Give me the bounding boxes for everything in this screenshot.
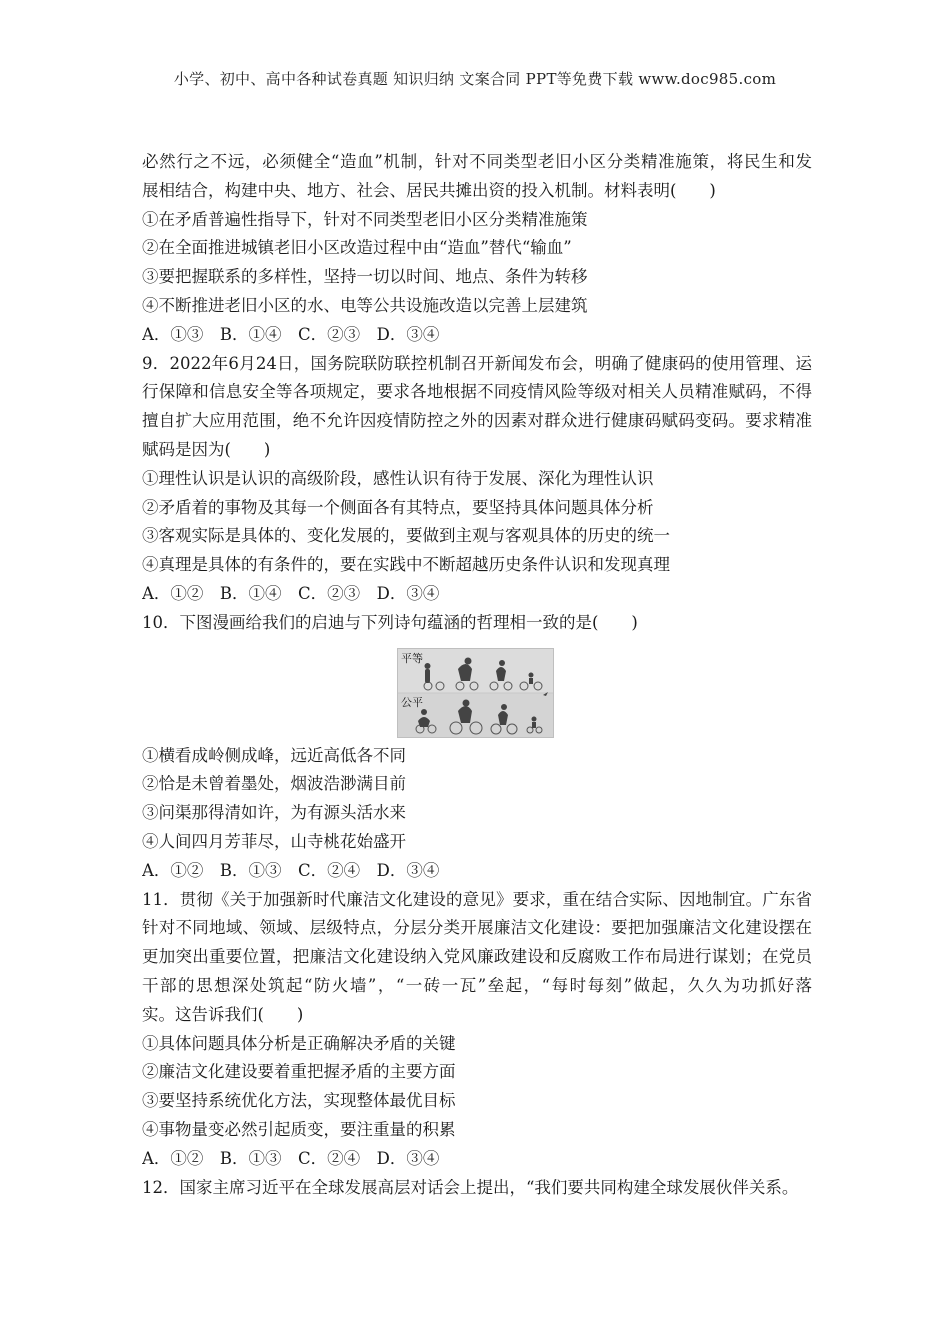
question-text-line: 实。这告诉我们( ): [142, 1004, 304, 1024]
question-10: [142, 609, 812, 886]
question-9: [142, 350, 812, 609]
question-11: [142, 886, 812, 1174]
cartoon-figure-area: [142, 648, 812, 736]
option-line: ③要坚持系统优化方法，实现整体最优目标: [142, 1091, 456, 1111]
question-text-line: 10．下图漫画给我们的启迪与下列诗句蕴涵的哲理相一致的是( ): [142, 612, 638, 632]
question-12: [142, 1174, 812, 1203]
option-line: ③要把握联系的多样性，坚持一切以时间、地点、条件为转移: [142, 267, 588, 287]
cartoon-label-fairness: 公平: [401, 695, 423, 709]
question-text-line: 必然行之不远，必须健全“造血”机制，针对不同类型老旧小区分类精准施策，将民生和发: [142, 152, 812, 171]
question-text-line: 擅自扩大应用范围，绝不允许因疫情防控之外的因素对群众进行健康码赋码变码。要求精准: [142, 411, 812, 431]
option-line: ②恰是未曾着墨处，烟波浩渺满目前: [142, 774, 406, 794]
question-text-line: 11．贯彻《关于加强新时代廉洁文化建设的意见》要求，重在结合实际、因地制宜。广东省: [142, 889, 812, 909]
option-line: ④不断推进老旧小区的水、电等公共设施改造以完善上层建筑: [142, 295, 588, 315]
question-text-line: 9．2022年6月24日，国务院联防联控机制召开新闻发布会，明确了健康码的使用管理、运: [142, 353, 812, 373]
cartoon-label-equality: 平等: [401, 651, 423, 665]
document-body: [142, 148, 812, 1202]
question-text-line: 干部的思想深处筑起“防火墙”，“一砖一瓦”垒起，“每时每刻”做起，久久为功抓好落: [142, 975, 812, 995]
question-8-continued: [142, 148, 812, 350]
option-line: ②在全面推进城镇老旧小区改造过程中由“造血”替代“输血”: [142, 238, 572, 258]
option-line: ③客观实际是具体的、变化发展的，要做到主观与客观具体的历史的统一: [142, 526, 670, 546]
question-text-line: 针对不同地域、领域、层级特点，分层分类开展廉洁文化建设：要把加强廉洁文化建设摆在: [142, 918, 812, 938]
answer-choices: A．①② B．①③ C．②④ D．③④: [142, 1148, 440, 1168]
option-line: ①具体问题具体分析是正确解决矛盾的关键: [142, 1033, 456, 1053]
equality-fairness-cartoon: [397, 648, 554, 738]
option-line: ④事物量变必然引起质变，要注重量的积累: [142, 1119, 456, 1139]
question-text-line: 12．国家主席习近平在全球发展高层对话会上提出，“我们要共同构建全球发展伙伴关系。: [142, 1177, 799, 1197]
question-text-line: 展相结合，构建中央、地方、社会、居民共摊出资的投入机制。材料表明( ): [142, 180, 716, 200]
option-line: ④真理是具体的有条件的，要在实践中不断超越历史条件认识和发现真理: [142, 555, 670, 575]
option-line: ④人间四月芳菲尽，山寺桃花始盛开: [142, 831, 406, 851]
page-header: 小学、初中、高中各种试卷真题 知识归纳 文案合同 PPT等免费下载 www.doc985.com: [173, 70, 777, 88]
option-line: ①理性认识是认识的高级阶段，感性认识有待于发展、深化为理性认识: [142, 468, 654, 488]
answer-choices: A．①③ B．①④ C．②③ D．③④: [142, 324, 440, 344]
option-line: ③问渠那得清如许，为有源头活水来: [142, 803, 406, 823]
answer-choices: A．①② B．①③ C．②④ D．③④: [142, 860, 440, 880]
answer-choices: A．①② B．①④ C．②③ D．③④: [142, 583, 440, 603]
option-line: ①在矛盾普遍性指导下，针对不同类型老旧小区分类精准施策: [142, 209, 588, 229]
option-line: ②廉洁文化建设要着重把握矛盾的主要方面: [142, 1062, 456, 1082]
option-line: ②矛盾着的事物及其每一个侧面各有其特点，要坚持具体问题具体分析: [142, 497, 654, 517]
question-text-line: 更加突出重要位置，把廉洁文化建设纳入党风廉政建设和反腐败工作布局进行谋划；在党员: [142, 947, 812, 967]
question-text-line: 行保障和信息安全等各项规定，要求各地根据不同疫情风险等级对相关人员精准赋码，不得: [142, 382, 812, 402]
question-text-line: 赋码是因为( ): [142, 439, 271, 459]
option-line: ①横看成岭侧成峰，远近高低各不同: [142, 745, 406, 765]
